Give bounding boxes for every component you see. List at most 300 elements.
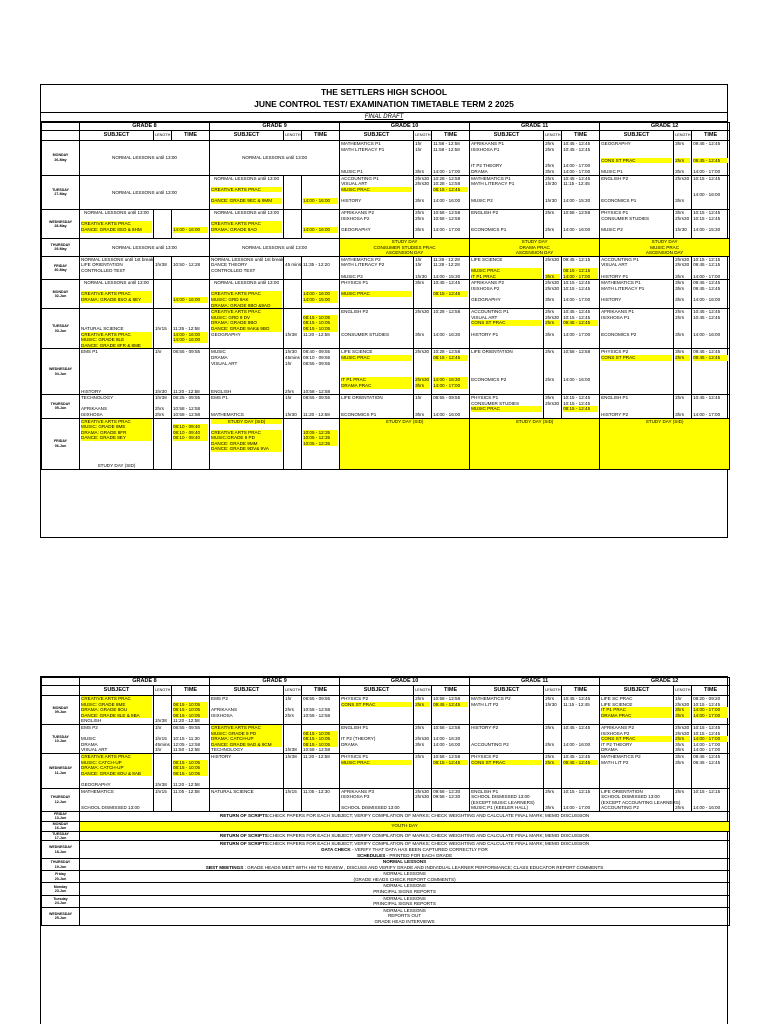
length-line: 1hr15 [155, 788, 167, 794]
corner-cell [42, 131, 80, 141]
subject-line: MATH LITERACY P2 [341, 262, 385, 268]
note-line [81, 865, 728, 871]
subject-cell [470, 753, 544, 788]
subject-cell [470, 175, 544, 210]
blank-line [211, 805, 282, 811]
time-cell [562, 141, 600, 176]
blank-line [211, 233, 282, 239]
length-line: 2hrs [545, 760, 560, 766]
subject-line: GEOGRAPHY [81, 781, 111, 787]
blank-line [601, 343, 672, 349]
length-cell [544, 175, 562, 210]
time-line: 10:45 - 12:45 [433, 280, 461, 286]
day-label [42, 859, 80, 871]
blank-line [601, 718, 672, 724]
length-line: 1hr15 [155, 736, 167, 742]
full-width-note [80, 821, 730, 831]
length-cell [544, 349, 562, 395]
day-date: 23-Jun [54, 889, 67, 894]
subject-line: LIFE SCIENCE [471, 256, 503, 262]
subject-cell [600, 696, 674, 725]
blank-line [471, 303, 542, 309]
subject-cell [210, 210, 284, 239]
day-date: 27-May [54, 192, 67, 197]
time-line: 14:00 - 17:00 [693, 707, 728, 713]
length-cell [544, 210, 562, 239]
time-line: 08:15 - 10:05 [303, 320, 338, 326]
note-text: - PRINTED FOR EACH GRADE [385, 852, 453, 858]
subject-line: MUSIC PRAC [471, 406, 542, 412]
merged-line: ASCENSION DAY [515, 250, 554, 256]
subject-line: CONS ST PRAC [341, 702, 412, 708]
subject-line: GEOGRAPHY [471, 297, 501, 303]
subject-line: AFRIKAANS [211, 707, 238, 713]
subject-line: MUSIC: GRADE 9 PD [211, 731, 282, 737]
time-line: 09:45 - 12:45 [563, 320, 598, 326]
time-cell [302, 788, 340, 811]
time-line: 10:45 - 12:45 [563, 141, 591, 146]
time-column-header: TIME [562, 686, 600, 696]
length-line: 1hr [285, 696, 292, 701]
subject-line: DRAMA [341, 741, 358, 747]
subject-line: LIFE SCIENCE [341, 349, 373, 355]
column-header-row [42, 131, 730, 141]
subject-cell [470, 696, 544, 725]
length-cell [544, 141, 562, 176]
length-line: 2hrs [675, 355, 690, 361]
day-row [42, 239, 730, 257]
day-date: 18-Jun [54, 849, 67, 854]
blank-line [545, 389, 560, 395]
subject-line: ECONOMICS P2 [601, 331, 637, 337]
length-line: 3hrs [545, 297, 554, 303]
time-line: 11:05 - 12:58 [173, 788, 200, 794]
day-date: 11-Jun [54, 770, 67, 775]
blank-line [341, 233, 412, 239]
subject-cell [80, 418, 154, 469]
blank-line [545, 233, 560, 239]
day-label [42, 280, 80, 309]
length-line: 3hrs [545, 395, 554, 401]
grade-header: GRADE 12 [600, 123, 730, 131]
length-line: 2hrs30 [415, 788, 430, 794]
subject-line: DRAMA PRAC [341, 383, 412, 389]
subject-cell [80, 753, 154, 788]
length-line: 1hr38 [155, 395, 167, 401]
subject-line: DRAMA PRAC [601, 713, 672, 719]
grade-merged-cell: STUDY DAY (SID) [340, 418, 470, 469]
length-cell [414, 788, 432, 811]
subject-line: DANCE: GRADE 8OU & 8AB [81, 771, 152, 777]
day-date: 24-Jun [54, 901, 67, 906]
subject-line: AFRIKAANS P1 [471, 141, 504, 146]
length-line: 2hrs30 [415, 175, 430, 181]
subject-line: ENGLISH [81, 718, 102, 724]
grade-merged-cell [470, 239, 600, 257]
time-line: 14:00 - 16:00 [173, 332, 208, 338]
subject-line: MATHEMATICS P1 [601, 280, 641, 286]
subject-cell [340, 696, 414, 725]
full-width-note [80, 831, 730, 841]
subject-cell [340, 175, 414, 210]
length-line: 2hrs [285, 388, 294, 394]
blank-line [285, 805, 300, 811]
length-line: 1hr [285, 360, 292, 366]
length-line: 2hrs30 [545, 314, 560, 320]
length-column-header: LENGTH [284, 131, 302, 141]
grade-merged-cell [600, 239, 730, 257]
time-line: 10:15 - 12:45 [563, 280, 591, 286]
subject-line: CREATIVE ARTS PRAC [81, 332, 152, 338]
merged-line: CONSUMER STUDIES PRAC [373, 244, 436, 250]
note-text: CHECK PAPERS FOR EACH SUBJECT; VERIFY COMPILATION OF MARKS; CHECK WEIGHTING AND CALCULATE FINAL MARK; MEMO DISCUSSION [269, 841, 590, 847]
length-line: 3hrs [675, 168, 685, 174]
length-cell [544, 696, 562, 725]
length-line: 2hrs30 [675, 175, 690, 181]
length-line: 1hr [415, 262, 422, 268]
subject-line: DANCE: GRADE 8EY [81, 435, 152, 441]
subject-cell [210, 724, 284, 753]
subject-line: VISUAL ART [601, 262, 628, 268]
length-line: 2hrs [675, 158, 690, 164]
length-line: 2hrs [545, 146, 554, 152]
day-name: MONDAY [52, 705, 69, 710]
time-cell [172, 309, 210, 349]
subject-line: AFRIKAANS P1 [601, 309, 635, 315]
full-width-note [80, 811, 730, 821]
school-title: THE SETTLERS HIGH SCHOOL [320, 87, 448, 97]
time-line: 08:15 - 10:05 [173, 713, 208, 719]
blank-line [415, 389, 430, 395]
length-line: 2hrs30 [415, 309, 430, 315]
subject-line: CREATIVE ARTS PRAC [211, 309, 282, 315]
length-line: 2hrs [155, 411, 164, 417]
subject-line: IT P2 (THEORY) [341, 736, 376, 742]
length-cell [544, 280, 562, 309]
length-line: 3hrs [675, 297, 685, 303]
blank-line [471, 412, 542, 418]
subject-line: ENGLISH P1 [341, 724, 369, 730]
length-line: 3hrs [675, 411, 685, 417]
length-cell [154, 418, 172, 469]
time-cell [692, 788, 730, 811]
note-bold: NORMAL LESSONS [382, 859, 427, 865]
subject-line: ISIXHOSA P2 [471, 285, 500, 291]
day-date: 17-Jun [54, 835, 67, 840]
note-bold: DATA CHECK [321, 846, 351, 852]
time-line: 08:15 - 12:45 [433, 760, 468, 766]
subject-cell [340, 141, 414, 176]
time-cell [692, 210, 730, 239]
day-date: 06-Jun [54, 443, 67, 448]
day-name: FRIDAY [53, 263, 68, 268]
subject-column-header: SUBJECT [470, 686, 544, 696]
length-line: 1hr30 [155, 388, 167, 394]
subject-line: MATHEMATICS [211, 411, 244, 417]
day-name: TUESDAY [52, 324, 69, 329]
time-line: 10:15 - 12:45 [563, 314, 591, 320]
time-cell [562, 724, 600, 753]
time-line: 10:05 - 12:35 [303, 430, 338, 436]
time-line: 10:15 - 11:30 [173, 736, 200, 742]
subject-line: CONS ST PRAC [601, 736, 672, 742]
blank-line [563, 782, 598, 788]
note-line [81, 889, 728, 895]
time-line: 14:00 - 15:00 [303, 297, 338, 303]
time-line: 09:45 - 12:45 [433, 702, 468, 708]
length-cell [154, 753, 172, 788]
length-line: 2hrs [415, 215, 424, 221]
day-name: FRIDAY [53, 439, 68, 444]
grade-header: GRADE 10 [340, 123, 470, 131]
time-line: 08:40 - 09:55 [303, 349, 331, 355]
day-label [42, 883, 80, 895]
subject-line: ENGLISH P1 [471, 788, 499, 794]
length-column-header: LENGTH [284, 686, 302, 696]
time-cell [432, 724, 470, 753]
time-cell [302, 696, 340, 725]
blank-line [433, 718, 468, 724]
time-cell [692, 696, 730, 725]
time-line: 09:45 - 12:15 [693, 262, 721, 268]
length-line: 2hrs30 [675, 730, 690, 736]
time-line: 10:45 - 12:45 [693, 314, 721, 320]
grade-header: GRADE 8 [80, 123, 210, 131]
length-line: 3hrs [675, 713, 690, 719]
subject-cell [470, 788, 544, 811]
time-line: 11:20 - 12:58 [173, 388, 200, 394]
subject-line: DRAMA: GRADE 8SO & 8EY [81, 297, 152, 303]
day-row [42, 883, 730, 895]
subject-line: NORMAL LESSONS until 13:00 [214, 175, 279, 181]
subject-line: DANCE: GRADE 8FR & 8ME [81, 343, 152, 349]
subject-line: AFRIKAANS [81, 406, 108, 412]
length-cell [414, 175, 432, 210]
subject-cell [80, 210, 154, 239]
blank-line [415, 343, 430, 349]
time-cell [692, 395, 730, 418]
subject-line: ISIXHOSA [211, 712, 233, 718]
subject-cell [340, 309, 414, 349]
time-line: 10:28 - 12:58 [433, 175, 461, 181]
day-label [42, 821, 80, 831]
subject-line: MATHEMATICS [81, 788, 114, 794]
time-line: 10:28 - 12:58 [433, 349, 461, 355]
subject-line: ISIXHOSA P2 [601, 730, 630, 736]
blank-line [433, 747, 468, 753]
subject-cell [340, 256, 414, 279]
time-line: 14:00 - 17:00 [563, 331, 591, 337]
day-label [42, 696, 80, 725]
length-line: 2hrs [415, 724, 424, 730]
length-line: 3hrs [675, 280, 685, 286]
time-line: 14:00 - 17:00 [563, 297, 591, 303]
time-cell [302, 210, 340, 239]
time-line: 11:28 - 12:28 [433, 262, 460, 268]
subject-line: EMS P2 [211, 696, 228, 701]
time-line: 08:15 - 12:45 [433, 291, 468, 297]
subject-line: HISTORY P2 [601, 411, 629, 417]
subject-line: CREATIVE ARTS PRAC [211, 291, 282, 297]
length-line: 2hrs30 [415, 377, 430, 383]
length-column-header: LENGTH [154, 686, 172, 696]
subject-line: MATH LIT P2 [471, 701, 499, 707]
time-cell [302, 256, 340, 279]
subject-cell [210, 395, 284, 418]
length-line: 3hrs [675, 210, 685, 216]
length-line: 45mins [155, 741, 170, 747]
time-line: 14:00 - 17:00 [563, 168, 591, 174]
day-row [42, 210, 730, 239]
note-line [81, 919, 728, 925]
subject-line: CONSUMER STUDIES [601, 215, 650, 221]
blank-line [285, 274, 300, 280]
subject-line: DRAMA: GRADE 9AO [211, 227, 282, 233]
time-line: 14:00 - 16:00 [563, 226, 591, 232]
subject-line: PHYSICS P1 [341, 753, 369, 759]
time-line: 10:15 - 12:15 [563, 788, 591, 794]
length-line: 1hr38 [155, 718, 167, 724]
day-row [42, 349, 730, 395]
subject-line: ACCOUNTING P1 [341, 175, 379, 181]
length-cell [674, 395, 692, 418]
note-text: NORMAL LESSONS [383, 883, 426, 889]
note-text: : GRADE HEADS MEET WITH HM TO REVIEW , DISCUSS AND VERIFY GRADE AND INDIVIDUAL LEARNER PERFORMANCE; CLASS EDUCATOR REPORT COMMENTS [243, 864, 604, 870]
day-label [42, 309, 80, 349]
time-line: 10:15 - 12:45 [563, 395, 591, 401]
blank-line [303, 718, 338, 724]
length-cell [544, 753, 562, 788]
blank-line [81, 274, 152, 280]
subject-line: MUSIC P2 [601, 226, 623, 232]
time-line: 09:45 - 12:45 [693, 285, 721, 291]
time-cell [692, 349, 730, 395]
length-line: 1hr15 [155, 326, 167, 331]
blank-line [601, 389, 672, 395]
subject-line: IT P1 PRAC [601, 707, 672, 713]
time-line: 14:00 - 17:00 [433, 168, 461, 174]
blank-line [545, 303, 560, 309]
day-row [42, 821, 730, 831]
subject-cell [340, 395, 414, 418]
day-date: 30-May [54, 268, 67, 273]
length-line: 1hr [415, 141, 422, 146]
time-line: 10:15 - 12:45 [563, 400, 591, 406]
subject-line: ISIXHOSA P2 [341, 215, 370, 221]
time-cell [562, 753, 600, 788]
time-cell [692, 724, 730, 753]
subject-cell [210, 280, 284, 309]
time-cell [302, 753, 340, 788]
blank-line [415, 782, 430, 788]
grade-merged-cell: NORMAL LESSONS until 13:00 [80, 175, 210, 210]
blank-line [471, 343, 542, 349]
note-text: REPORTS OUT [387, 913, 422, 919]
length-line: 2hrs30 [675, 215, 690, 221]
subject-line: MUSIC PRAC [471, 268, 542, 274]
time-cell [432, 175, 470, 210]
blank-line [341, 718, 412, 724]
column-header-row [42, 686, 730, 696]
subject-line: MATH LITERACY P1 [341, 146, 385, 152]
subject-line: MUSIC: GRADE 8LE [81, 337, 152, 343]
subject-line: ENGLISH P2 [341, 309, 369, 315]
blank-line [675, 389, 690, 395]
time-line: 08:15 - 12:45 [433, 355, 468, 361]
length-line: 2hrs [415, 753, 424, 759]
blank-line [545, 782, 560, 788]
note-line [81, 833, 728, 839]
length-column-header: LENGTH [414, 686, 432, 696]
length-cell [154, 256, 172, 279]
length-line: 3hrs [675, 759, 685, 765]
blank-line [675, 303, 690, 309]
subject-line: DRAMA: GRADE 8FR [81, 430, 152, 436]
subject-line: HISTORY [81, 388, 102, 394]
time-column-header: TIME [432, 686, 470, 696]
time-line: 10:58 - 12:58 [433, 753, 461, 759]
subject-line: HISTORY [341, 197, 362, 203]
blank-line [341, 389, 412, 395]
blank-line [563, 718, 598, 724]
subject-line: CONS ST PRAC [471, 760, 542, 766]
length-line: 2hrs [545, 377, 554, 383]
time-line: 14:00 - 16:00 [173, 297, 208, 303]
day-name: WEDNESDAY [48, 219, 73, 224]
note-text: NORMAL LESSONS [383, 871, 426, 877]
day-name: TUESDAY [52, 187, 69, 192]
length-cell [674, 753, 692, 788]
blank-line [303, 458, 338, 464]
subject-line: DANCE: GRADE 9AD & 9CM [211, 742, 282, 748]
subject-cell [470, 724, 544, 753]
day-row [42, 280, 730, 309]
time-cell [562, 210, 600, 239]
time-line: 08:15 - 10:05 [173, 707, 208, 713]
length-line: 1hr [415, 256, 422, 262]
blank-line [545, 747, 560, 753]
time-cell [432, 256, 470, 279]
blank-line [303, 233, 338, 239]
day-date: 20-Jun [54, 876, 67, 881]
subject-cell [340, 280, 414, 309]
day-label [42, 175, 80, 210]
length-line: 2hrs [545, 226, 554, 232]
subject-line: DANCE: GRADE 8SO & 8HM [81, 227, 152, 233]
day-row [42, 811, 730, 821]
draft-label: FINAL DRAFT [41, 112, 727, 121]
subject-cell [210, 753, 284, 788]
subject-line: NORMAL LESSONS until 13:00 [214, 210, 279, 216]
note-text: NORMAL LESSONS [383, 907, 426, 913]
day-name: THURSDAY [50, 795, 71, 800]
time-line: 08:15 - 10:05 [303, 736, 338, 742]
subject-line: DRAMA: GRADE 9BO [211, 320, 282, 326]
day-row [42, 724, 730, 753]
time-line: 09:45 - 12:45 [693, 349, 721, 355]
subject-line: (EXCEPT ACCOUNTING LEARNERS) [601, 799, 681, 805]
timetable-table-1 [41, 122, 730, 470]
time-line: 14:00 - 16:00 [303, 198, 338, 204]
time-line: 08:15 - 10:05 [173, 771, 208, 777]
time-line: 08:10 - 09:40 [173, 424, 208, 430]
blank-line [545, 412, 560, 418]
blank-line [303, 343, 338, 349]
grade-header-row [42, 678, 730, 686]
length-column-header: LENGTH [414, 131, 432, 141]
length-line: 1hr [415, 395, 422, 401]
subject-line: ECONOMICS P1 [471, 226, 507, 232]
